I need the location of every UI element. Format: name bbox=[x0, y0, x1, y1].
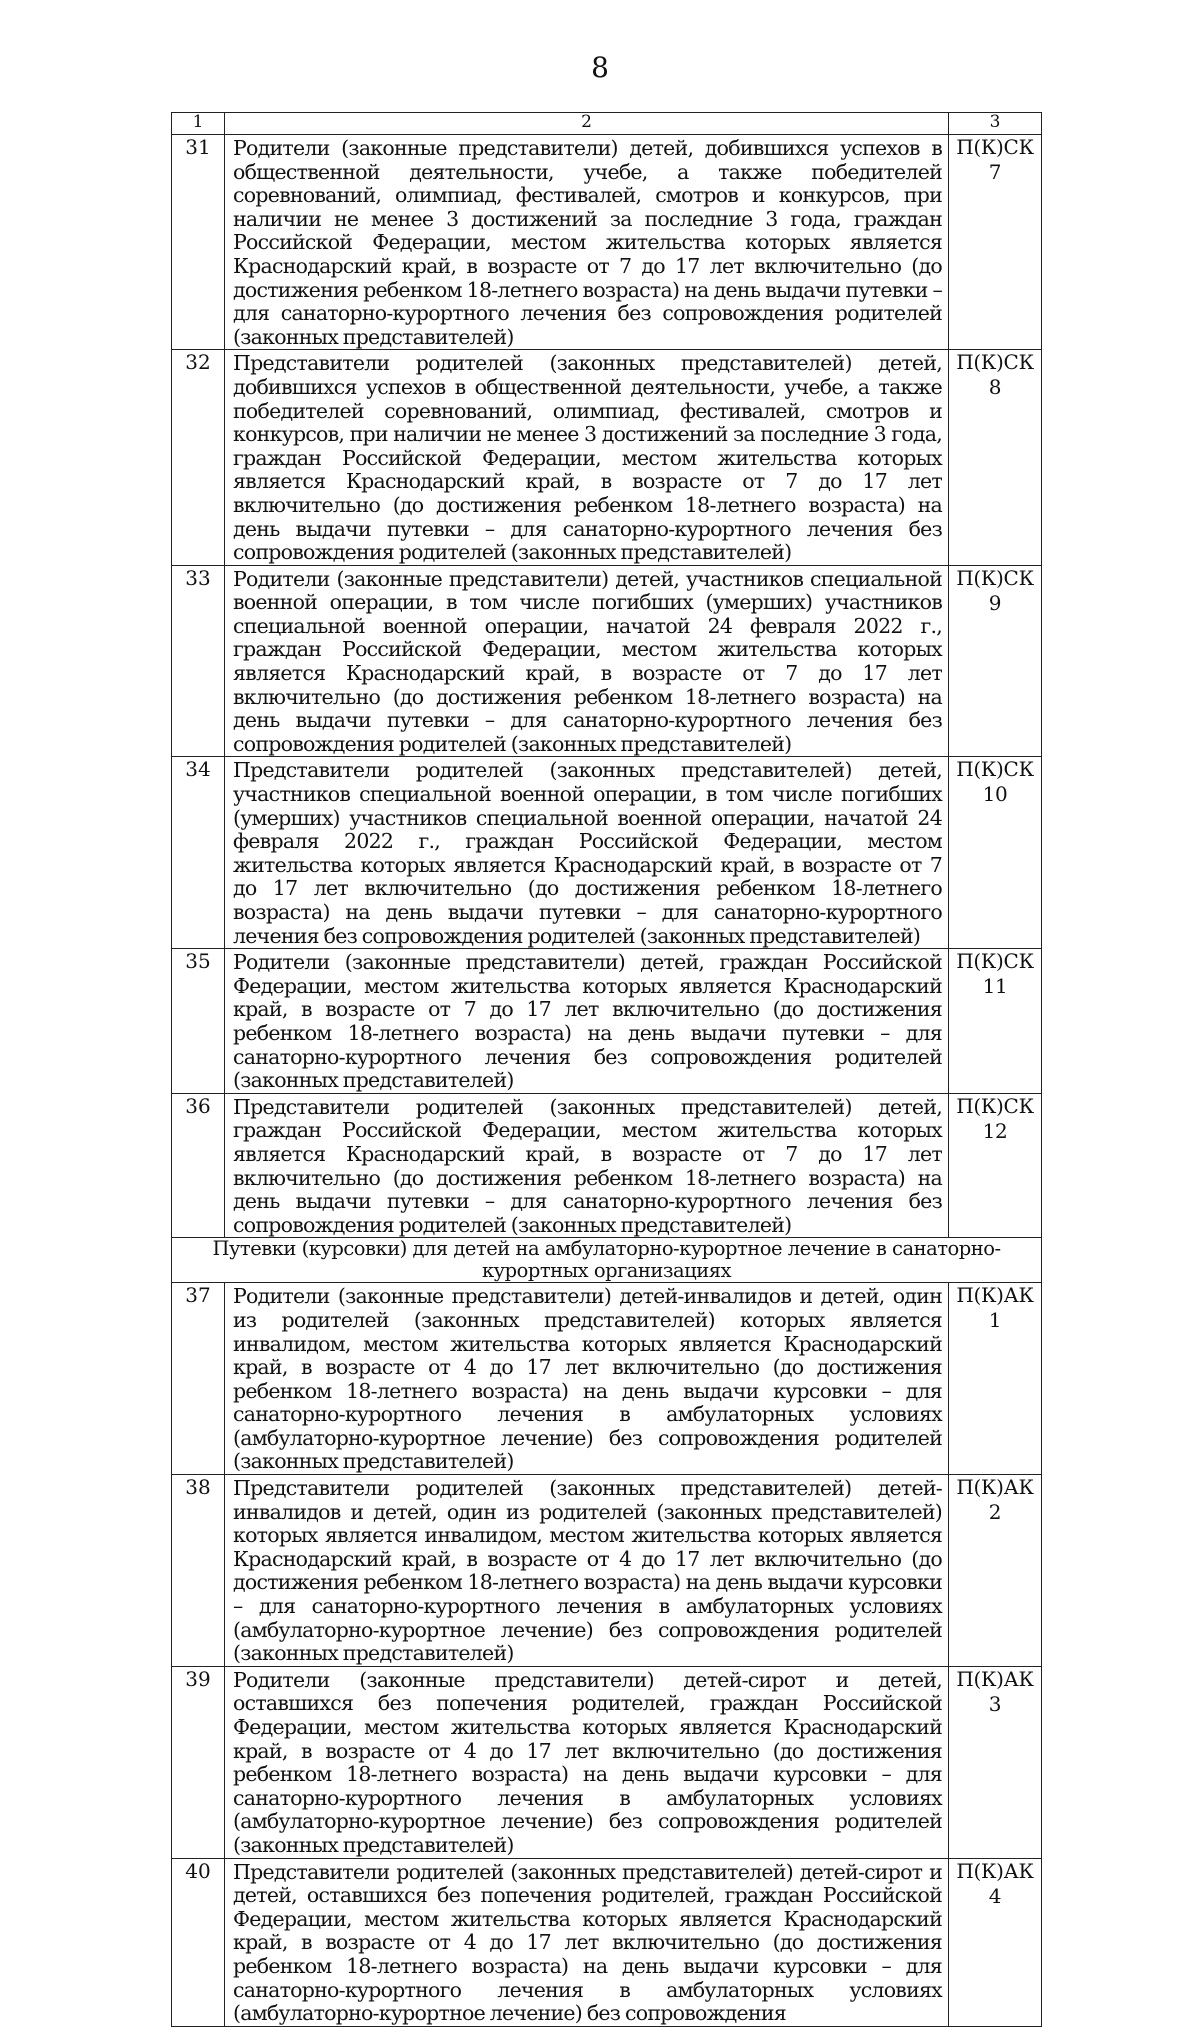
row-code: П(К)СК 9 bbox=[949, 565, 1042, 757]
table-row bbox=[172, 565, 1042, 757]
row-description: Родители (законные представители) детей-сирот и детей, оставшихся без попечения родителей, граждан Российской Федерации, местом жительства которых является Краснодарский край, в возрасте от 4 до 17 лет включительно (до достижения ребенком 18-летнего возраста) на день выдачи курсовки – для санаторно-курортного лечения в амбулаторных условиях (амбулаторно-курортное лечение) без сопровождения родителей (законных представителей) bbox=[225, 1666, 949, 1858]
row-number: 34 bbox=[172, 757, 225, 949]
row-number: 32 bbox=[172, 350, 225, 565]
row-description: Представители родителей (законных представителей) детей, граждан Российской Федерации, местом жительства которых является Краснодарский край, в возрасте от 7 до 17 лет включительно (до достижения ребенком 18-летнего возраста) на день выдачи путевки – для санаторно-курортного лечения без сопровождения родителей (законных представителей) bbox=[225, 1093, 949, 1238]
table-row bbox=[172, 1666, 1042, 1858]
row-code: П(К)АК 3 bbox=[949, 1666, 1042, 1858]
row-description: Представители родителей (законных представителей) детей, участников специальной военной операции, в том числе погибших (умерших) участников специальной военной операции, начатой 24 февраля 2022 г., граждан Российской Федерации, местом жительства которых является Краснодарский край, в возрасте от 7 до 17 лет включительно (до достижения ребенком 18-летнего возраста) на день выдачи путевки – для санаторно-курортного лечения без сопровождения родителей (законных представителей) bbox=[225, 757, 949, 949]
table-row bbox=[172, 350, 1042, 565]
row-code: П(К)СК 10 bbox=[949, 757, 1042, 949]
row-description: Родители (законные представители) детей-инвалидов и детей, один из родителей (законных представителей) которых является инвалидом, местом жительства которых является Краснодарский край, в возрасте от 4 до 17 лет включительно (до достижения ребенком 18-летнего возраста) на день выдачи курсовки – для санаторно-курортного лечения в амбулаторных условиях (амбулаторно-курортное лечение) без сопровождения родителей (законных представителей) bbox=[225, 1283, 949, 1475]
table-row bbox=[172, 1283, 1042, 1475]
table-row bbox=[172, 1093, 1042, 1238]
row-description: Представители родителей (законных представителей) детей-инвалидов и детей, один из родителей (законных представителей) которых является инвалидом, местом жительства которых является Краснодарский край, в возрасте от 4 до 17 лет включительно (до достижения ребенком 18-летнего возраста) на день выдачи курсовки – для санаторно-курортного лечения в амбулаторных условиях (амбулаторно-курортное лечение) без сопровождения родителей (законных представителей) bbox=[225, 1475, 949, 1667]
row-number: 31 bbox=[172, 135, 225, 350]
row-code: П(К)СК 12 bbox=[949, 1093, 1042, 1238]
row-code: П(К)АК 4 bbox=[949, 1858, 1042, 2026]
row-number: 36 bbox=[172, 1093, 225, 1238]
header-col-2: 2 bbox=[225, 113, 949, 135]
document-table bbox=[171, 112, 1042, 2027]
row-code: П(К)АК 2 bbox=[949, 1475, 1042, 1667]
row-description: Представители родителей (законных представителей) детей, добившихся успехов в общественной деятельности, учебе, а также победителей соревнований, олимпиад, фестивалей, смотров и конкурсов, при наличии не менее 3 достижений за последние 3 года, граждан Российской Федерации, местом жительства которых является Краснодарский край, в возрасте от 7 до 17 лет включительно (до достижения ребенком 18-летнего возраста) на день выдачи путевки – для санаторно-курортного лечения без сопровождения родителей (законных представителей) bbox=[225, 350, 949, 565]
page-number: 8 bbox=[591, 51, 609, 84]
row-code: П(К)АК 1 bbox=[949, 1283, 1042, 1475]
row-description: Родители (законные представители) детей, граждан Российской Федерации, местом жительства которых является Краснодарский край, в возрасте от 7 до 17 лет включительно (до достижения ребенком 18-летнего возраста) на день выдачи путевки – для санаторно-курортного лечения без сопровождения родителей (законных представителей) bbox=[225, 949, 949, 1094]
section-row bbox=[172, 1238, 1042, 1283]
row-number: 37 bbox=[172, 1283, 225, 1475]
row-number: 38 bbox=[172, 1475, 225, 1667]
section-title: Путевки (курсовки) для детей на амбулаторно-курортное лечение в санаторно-курортных организациях bbox=[172, 1238, 1042, 1283]
row-description: Родители (законные представители) детей, участников специальной военной операции, в том числе погибших (умерших) участников специальной военной операции, начатой 24 февраля 2022 г., граждан Российской Федерации, местом жительства которых является Краснодарский край, в возрасте от 7 до 17 лет включительно (до достижения ребенком 18-летнего возраста) на день выдачи путевки – для санаторно-курортного лечения без сопровождения родителей (законных представителей) bbox=[225, 565, 949, 757]
table-row bbox=[172, 949, 1042, 1094]
header-col-3: 3 bbox=[949, 113, 1042, 135]
row-number: 35 bbox=[172, 949, 225, 1094]
table-row bbox=[172, 757, 1042, 949]
row-description: Представители родителей (законных представителей) детей-сирот и детей, оставшихся без попечения родителей, граждан Российской Федерации, местом жительства которых является Краснодарский край, в возрасте от 4 до 17 лет включительно (до достижения ребенком 18-летнего возраста) на день выдачи курсовки – для санаторно-курортного лечения в амбулаторных условиях (амбулаторно-курортное лечение) без сопровождения bbox=[225, 1858, 949, 2026]
table-row bbox=[172, 1475, 1042, 1667]
row-number: 33 bbox=[172, 565, 225, 757]
table-row bbox=[172, 1858, 1042, 2026]
row-number: 39 bbox=[172, 1666, 225, 1858]
table-row bbox=[172, 135, 1042, 350]
table-header-row bbox=[172, 113, 1042, 135]
header-col-1: 1 bbox=[172, 113, 225, 135]
row-code: П(К)СК 7 bbox=[949, 135, 1042, 350]
row-number: 40 bbox=[172, 1858, 225, 2026]
row-description: Родители (законные представители) детей, добившихся успехов в общественной деятельности, учебе, а также победителей соревнований, олимпиад, фестивалей, смотров и конкурсов, при наличии не менее 3 достижений за последние 3 года, граждан Российской Федерации, местом жительства которых является Краснодарский край, в возрасте от 7 до 17 лет включительно (до достижения ребенком 18-летнего возраста) на день выдачи путевки – для санаторно-курортного лечения без сопровождения родителей (законных представителей) bbox=[225, 135, 949, 350]
row-code: П(К)СК 8 bbox=[949, 350, 1042, 565]
row-code: П(К)СК 11 bbox=[949, 949, 1042, 1094]
